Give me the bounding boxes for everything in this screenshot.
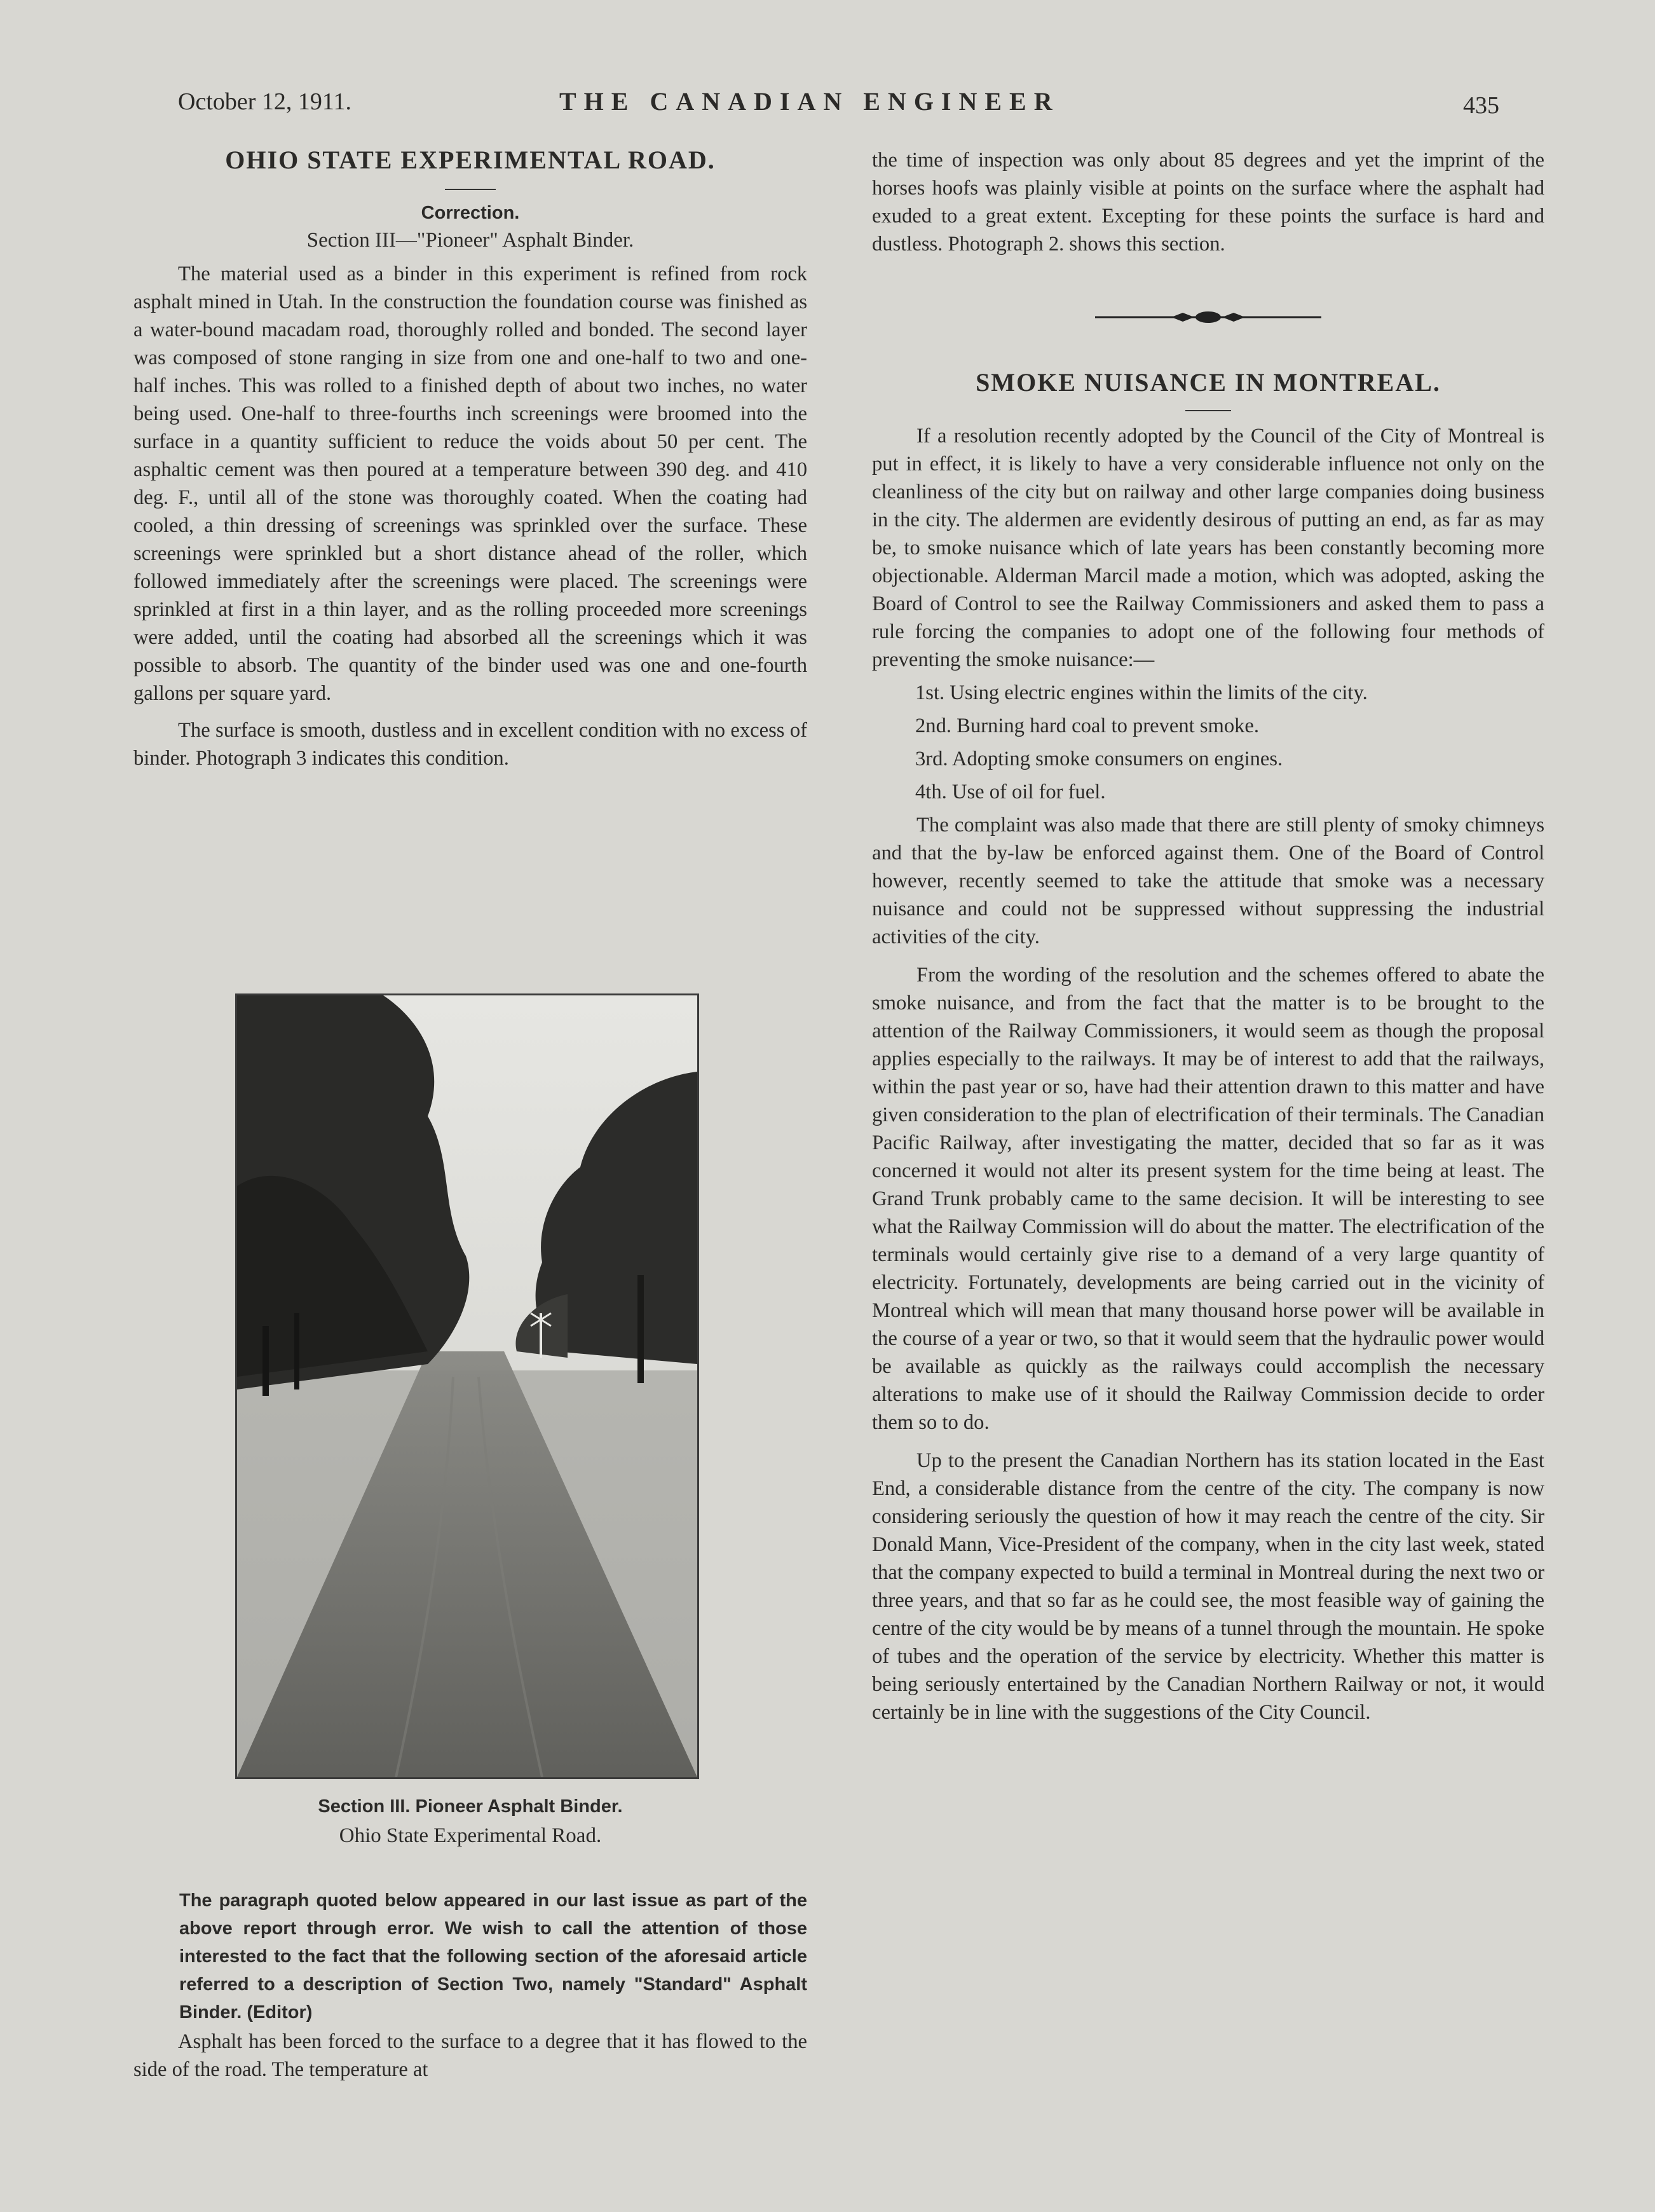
method-item: 3rd. Adopting smoke consumers on engines. (915, 748, 1283, 770)
editor-note: The paragraph quoted below appeared in our last issue as part of the above report through error. We wish to call the attention of those interested to the fact that the following section of the aforesaid article referred to a description of Section Two, namely "Standard" Asphalt Binder. (Editor) (179, 1890, 807, 2023)
road-photograph (235, 993, 699, 1779)
method-item: 4th. Use of oil for fuel. (915, 781, 1106, 803)
quoted-paragraph: Asphalt has been forced to the surface to a degree that it has flowed to the side of the road. The temperature at (133, 2030, 807, 2081)
journal-title: THE CANADIAN ENGINEER (559, 87, 1060, 116)
ohio-paragraph-1: The material used as a binder in this experiment is refined from rock asphalt mined in Utah. In the construction the foundation course was finished as a water-bound macadam road, thoroughly rolled and bonded. The second layer was composed of stone ranging in size from one and one-half to two and one-half inches. This was rolled to a finished depth of about two inches, no water being used. One-half to three-fourths inch screenings were broomed into the surface in a quantity sufficient to reduce the voids about 50 per cent. The asphaltic cement was then poured at a temperature between 390 deg. and 410 deg. F., until all of the stone was thoroughly coated. When the coating had cooled, a thin dressing of screenings was sprinkled over the surface. These screenings were sprinkled but a short distance ahead of the roller, which followed immediately after the screenings were placed. The screenings were sprinkled at first in a thin layer, and as the rolling proceeded more screenings were added, until the coating had absorbed all the screenings which it was possible to absorb. The quantity of the binder used was one and one-fourth gallons per square yard. (133, 263, 807, 705)
smoke-paragraph-1: If a resolution recently adopted by the Council of the City of Montreal is put in effect, it is likely to have a very considerable influence not only on the cleanliness of the city but on railway and other large companies doing business in the city. The aldermen are evidently desirous of putting an end, as far as may be, to smoke nuisance which of late years has been constantly becoming more objectionable. Alderman Marcil made a motion, which was adopted, asking the Board of Control to see the Railway Commissioners and asked them to pass a rule forcing the companies to adopt one of the following four methods of preventing the smoke nuisance:— (872, 425, 1544, 671)
correction-label: Correction. (421, 203, 520, 223)
road-photo-image (237, 995, 697, 1777)
section-subtitle: Section III—"Pioneer" Asphalt Binder. (306, 229, 634, 252)
method-item: 1st. Using electric engines within the limits of the city. (915, 681, 1368, 704)
title-rule (445, 189, 496, 190)
right-column-top (872, 146, 1544, 258)
ohio-article-title: OHIO STATE EXPERIMENTAL ROAD. (225, 146, 716, 174)
right-column-body (872, 422, 1544, 1726)
smoke-paragraph-4: Up to the present the Canadian Northern has its station located in the East End, a considerable distance from the centre of the city. The company is now considering seriously the question of how it may reach the centre of the city. Sir Donald Mann, Vice-President of the company, when in the city last week, stated that the company expected to build a terminal in Montreal during the next two or three years, and that so far as he could see, the most feasible way of gaining the centre of the city would be by means of a tunnel through the mountain. He spoke of tubes and the operation of the service by electricity. Whether this matter is being seriously entertained by the Canadian Northern Railway or not, it would certainly be in line with the suggestions of the City Council. (872, 1449, 1544, 1724)
quoted-paragraph-block (133, 2028, 807, 2084)
smoke-paragraph-2: The complaint was also made that there are still plenty of smoky chimneys and that the by-law be enforced against them. One of the Board of Control however, recently seemed to take the attitude that smoke was a necessary nuisance and could not be suppressed without suppressing the industrial activities of the city. (872, 814, 1544, 948)
photo-caption: Ohio State Experimental Road. (339, 1824, 602, 1847)
ornament-divider (1095, 308, 1321, 327)
smoke-paragraph-3: From the wording of the resolution and the schemes offered to abate the smoke nuisance, and from the fact that the matter is to be brought to the attention of the Railway Commissioners, it would seem as though the proposal applies especially to the railways. It may be of interest to add that the railways, within the past year or so, have had their attention drawn to this matter and have given consideration to the plan of electrification of their terminals. The Canadian Pacific Railway, after investigating the matter, decided that so far as it was concerned it would not alter its present system for the time being at least. The Grand Trunk probably came to the same decision. It will be interesting to see what the Railway Commission will do about the matter. The electrification of the terminals would certainly give rise to a demand of a very large quantity of electricity. Fortunately, developments are being carried out in the vicinity of Montreal which will mean that many thousand horse power will be available in the course of a year or two, so that it would seem that the hydraulic power would be available as quickly as the railways could accomplish the necessary alterations to make use of it should the Railway Commission decide to order them so to do. (872, 964, 1544, 1434)
methods-list (872, 676, 1544, 809)
smoke-title-rule (1185, 410, 1231, 411)
ohio-paragraph-2: The surface is smooth, dustless and in excellent condition with no excess of binder. Photograph 3 indicates this condition. (133, 719, 807, 770)
photo-caption-bold: Section III. Pioneer Asphalt Binder. (318, 1796, 623, 1817)
issue-date: October 12, 1911. (178, 88, 351, 115)
smoke-article-title: SMOKE NUISANCE IN MONTREAL. (976, 368, 1441, 397)
left-column (133, 139, 807, 772)
quoted-continuation: the time of inspection was only about 85 degrees and yet the imprint of the horses hoofs was plainly visible at points on the surface where the asphalt had exuded to a great extent. Excepting for these points the surface is hard and dustless. Photograph 2. shows this section. (872, 149, 1544, 256)
page-number: 435 (1463, 92, 1499, 119)
method-item: 2nd. Burning hard coal to prevent smoke. (915, 714, 1260, 737)
